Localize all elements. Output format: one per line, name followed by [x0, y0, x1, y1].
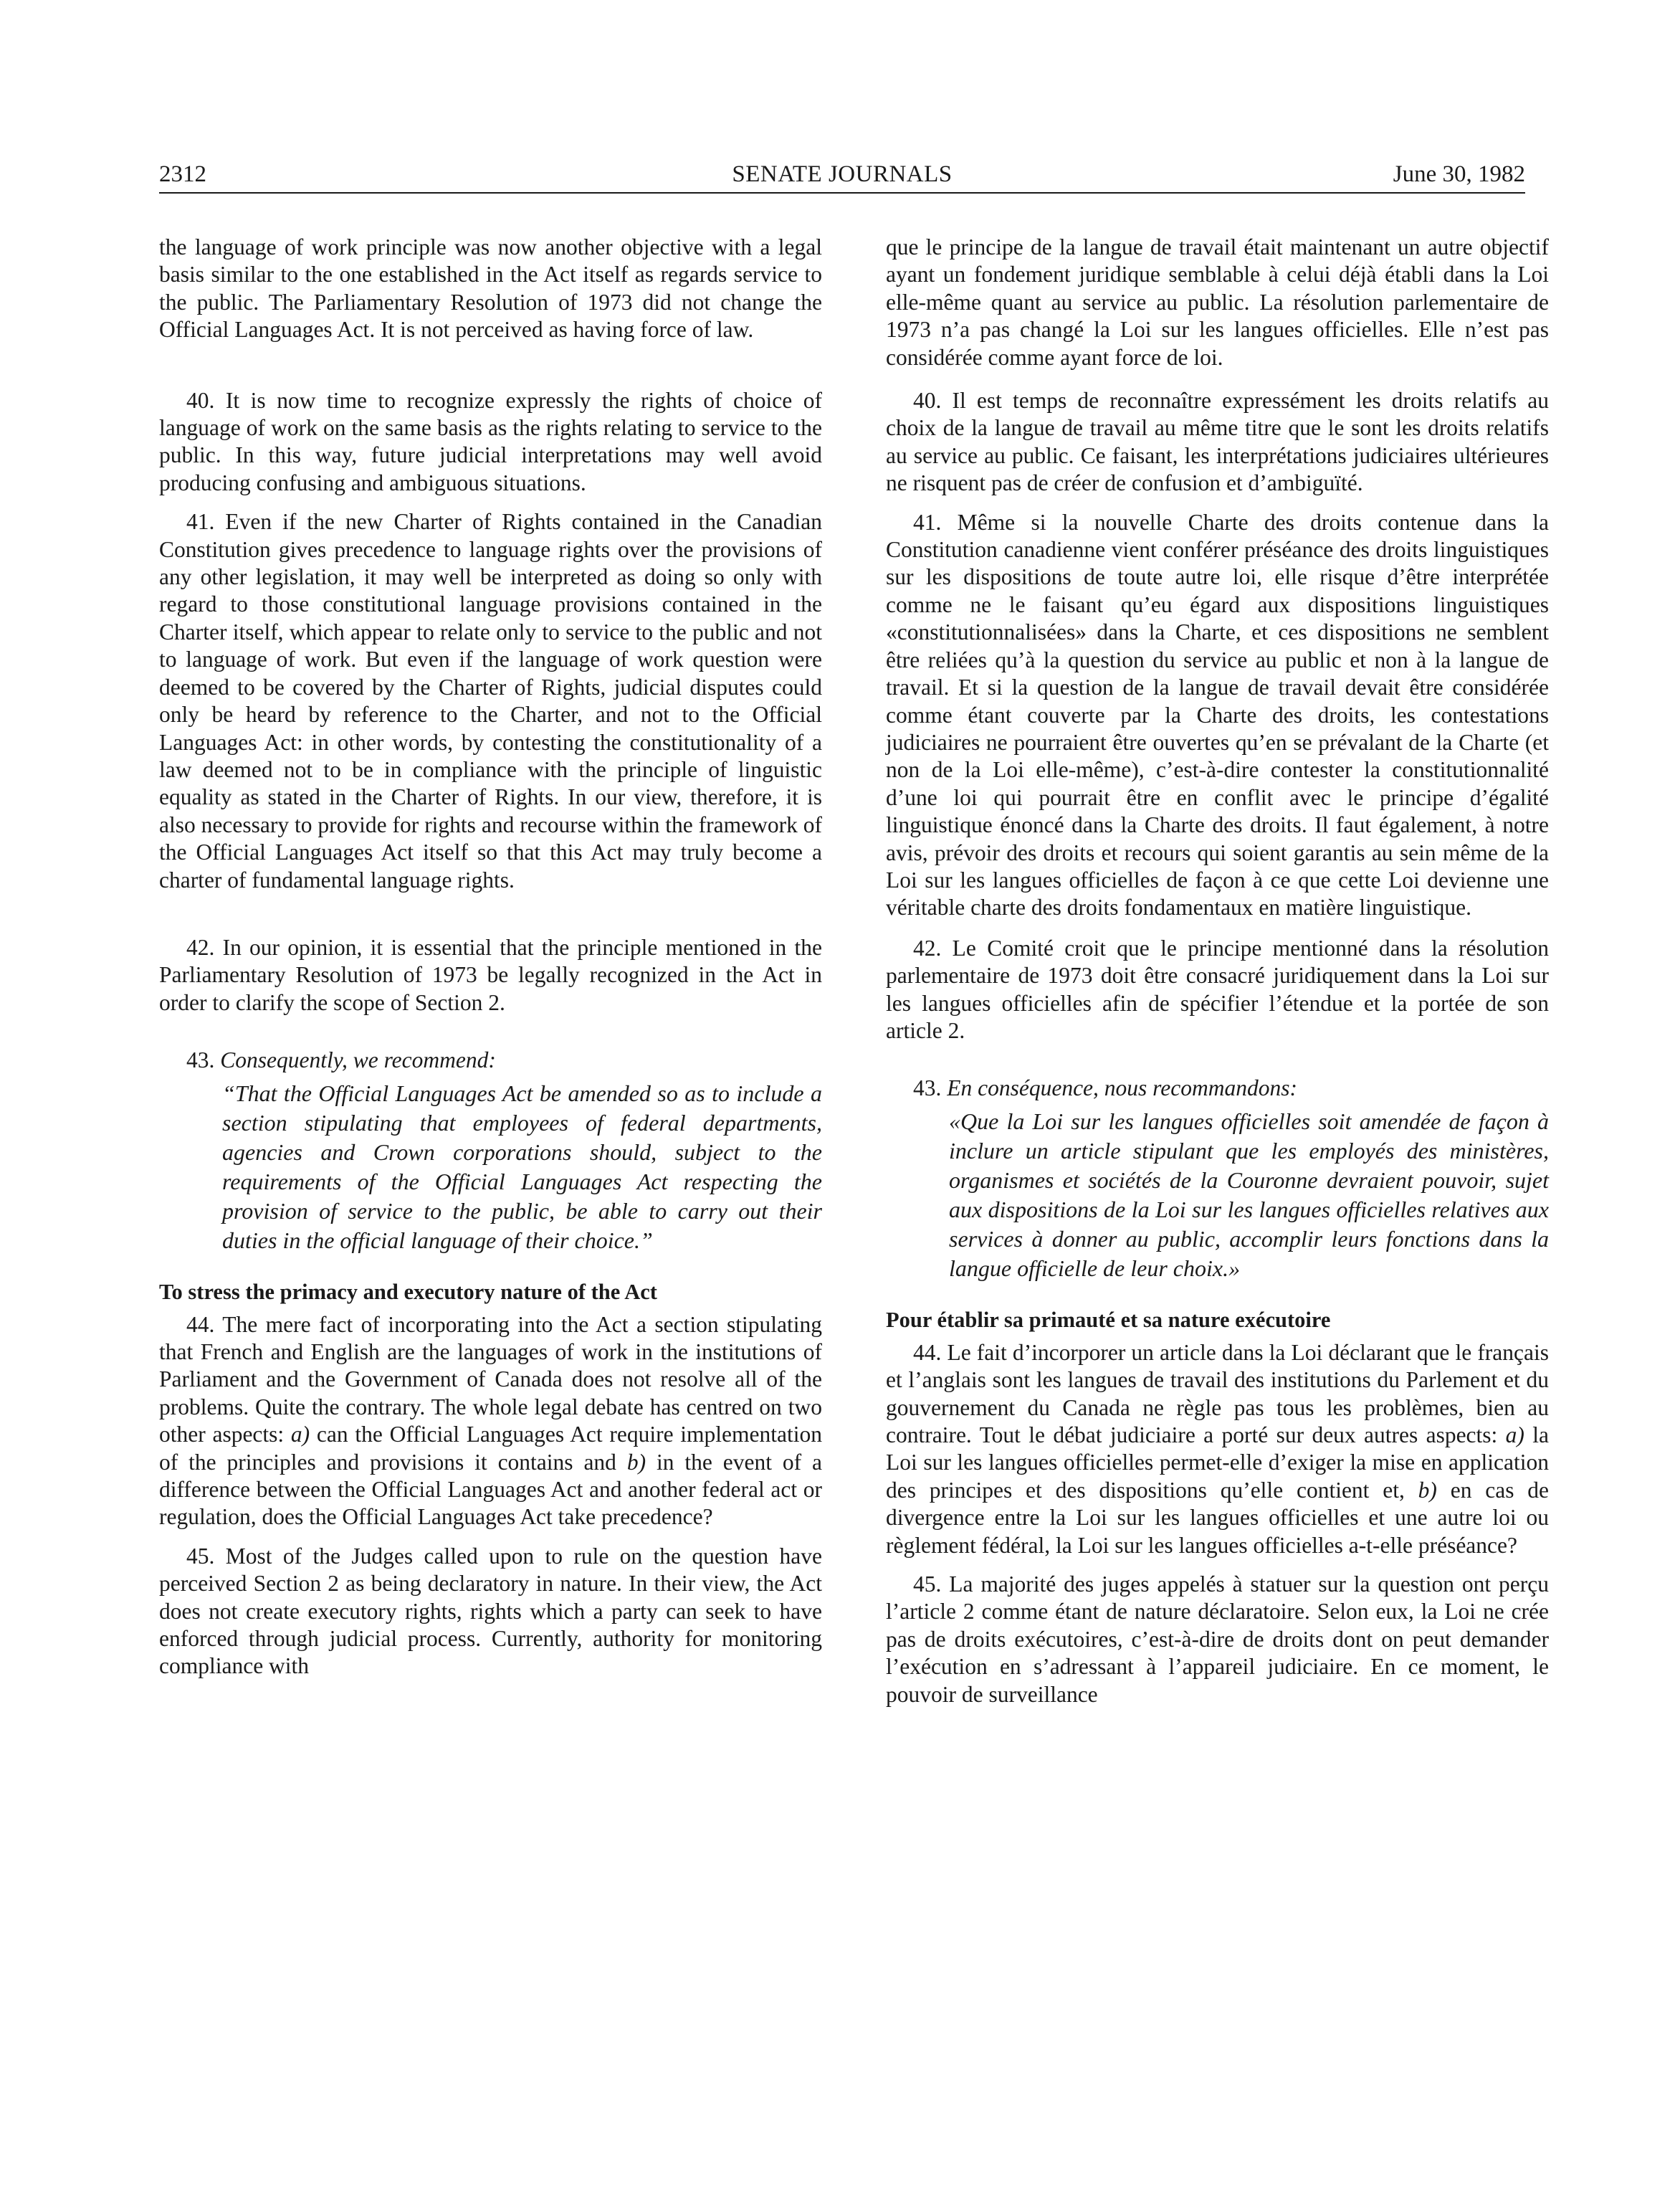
journal-title: SENATE JOURNALS — [732, 161, 953, 187]
paragraph-44-item-b: b) — [1418, 1477, 1437, 1503]
paragraph-44-part-a: 44. The mere fact of incorporating into the Act a section stipulating that French and English are the languages of work in the institutions of Parliament and the Government of Canada does not resolve all of the problems. Quite the contrary. The whole legal debate has centred on two other aspects: — [159, 1311, 822, 1447]
page-number: 2312 — [159, 161, 206, 187]
paragraph-44 — [159, 1311, 822, 1531]
paragraph-43 — [159, 1047, 822, 1074]
paragraph-43-number: 43. — [913, 1075, 942, 1101]
english-column — [159, 234, 822, 1680]
paragraph-continued: que le principe de la langue de travail était maintenant un autre objectif ayant un fondement juridique semblable à celui déjà établi dans la Loi elle-même quant au service au public. La résolution parlementaire de 1973 n’a pas changé la Loi sur les langues officielles. Elle n’est pas considérée comme ayant force de loi. — [886, 234, 1549, 370]
paragraph-44-part-b: la Loi sur les langues officielles permet-elle d’exiger la mise en application des principes et des dispositions qu’elle contient et, — [886, 1422, 1549, 1503]
paragraph-43-number: 43. — [186, 1047, 215, 1073]
paragraph-43-text: Consequently, we recommend: — [220, 1047, 496, 1073]
paragraph-44-part-b: can the Official Languages Act require implementation of the principles and provisions it contains and — [159, 1422, 822, 1475]
paragraph-43 — [886, 1075, 1549, 1102]
paragraph-44-item-a: a) — [1505, 1422, 1524, 1447]
recommendation-quote: “That the Official Languages Act be amended so as to include a section stipulating that employees of federal departments, agencies and Crown corporations should, subject to the requirements of the Official Languages Act respecting the provision of service to the public, be able to carry out their duties in the official language of their choice.” — [222, 1080, 822, 1253]
paragraph-44-part-c: en cas de divergence entre la Loi sur les langues officielles et une autre loi ou règlement fédéral, la Loi sur les langues officielles a-t-elle préséance? — [886, 1477, 1549, 1558]
recommendation-quote: «Que la Loi sur les langues officielles soit amendée de façon à inclure un article stipulant que les employés des ministères, organismes et sociétés de la Couronne devraient pouvoir, sujet aux dispositions de la Loi sur les langues officielles relatives aux services à donner au public, accomplir leurs fonctions dans la langue officielle de leur choix.» — [949, 1108, 1549, 1281]
paragraph-44-item-b: b) — [626, 1449, 646, 1475]
paragraph-45: 45. La majorité des juges appelés à statuer sur la question ont perçu l’article 2 comme étant de nature déclaratoire. Selon eux, la Loi ne crée pas de droits exécutoires, c’est-à-dire de droits dont on peut demander l’exécution en s’adressant à l’appareil judiciaire. En ce moment, le pouvoir de surveillance — [886, 1571, 1549, 1707]
section-heading: Pour établir sa primauté et sa nature exécutoire — [886, 1307, 1331, 1332]
paragraph-42: 42. Le Comité croit que le principe mentionné dans la résolution parlementaire de 1973 doit être consacré juridiquement dans la Loi sur les langues officielles afin de spécifier l’étendue et la portée de son article 2. — [886, 935, 1549, 1043]
paragraph-44-item-a: a) — [290, 1422, 310, 1447]
paragraph-44-part-a: 44. Le fait d’incorporer un article dans la Loi déclarant que le français et l’anglais sont les langues de travail des institutions du Parlement et du gouvernement du Canada ne règle pas tous les problèmes, bien au contraire. Tout le débat judiciaire a porté sur deux autres aspects: — [886, 1339, 1549, 1447]
journal-date: June 30, 1982 — [1393, 161, 1525, 187]
paragraph-continued: the language of work principle was now another objective with a legal basis similar to the one established in the Act itself as regards service to the public. The Parliamentary Resolution of 1973 did not change the Official Languages Act. It is not perceived as having force of law. — [159, 234, 822, 343]
paragraph-44 — [886, 1339, 1549, 1559]
paragraph-44-part-c: in the event of a difference between the Official Languages Act and another federal act or regulation, does the Official Languages Act take precedence? — [159, 1449, 823, 1530]
paragraph-45: 45. Most of the Judges called upon to rule on the question have perceived Section 2 as being declaratory in nature. In their view, the Act does not create executory rights, rights which a party can seek to have enforced through judicial process. Currently, authority for monitoring compliance with — [159, 1543, 822, 1679]
paragraph-40: 40. It is now time to recognize expressly the rights of choice of language of work on the same basis as the rights relating to service to the public. In this way, future judicial interpretations may well avoid producing confusing and ambiguous situations. — [159, 387, 822, 495]
french-column — [886, 234, 1549, 1708]
section-heading: To stress the primacy and executory nature of the Act — [159, 1279, 657, 1304]
page-header — [159, 159, 1525, 194]
paragraph-42: 42. In our opinion, it is essential that the principle mentioned in the Parliamentary Resolution of 1973 be legally recognized in the Act in order to clarify the scope of Section 2. — [159, 934, 822, 1015]
paragraph-43-text: En conséquence, nous recommandons: — [947, 1075, 1297, 1101]
paragraph-41: 41. Even if the new Charter of Rights contained in the Canadian Constitution gives precedence to language rights over the provisions of any other legislation, it may well be interpreted as doing so only with regard to those constitutional language provisions contained in the Charter itself, which appear to relate only to service to the public and not to language of work. But even if the language of work question were deemed to be covered by the Charter of Rights, judicial disputes could only be heard by reference to the Charter, and not to the Official Languages Act: in other words, by contesting the constitutionality of a law deemed not to be in compliance with the principle of linguistic equality as stated in the Charter of Rights. In our view, therefore, it is also necessary to provide for rights and recourse within the framework of the Official Languages Act itself so that this Act may truly become a charter of fundamental language rights. — [159, 509, 822, 893]
paragraph-40: 40. Il est temps de reconnaître expressément les droits relatifs au choix de la langue de travail au même titre que le sont les droits relatifs au service au public. Ce faisant, les interprétations judiciaires ultérieures ne risquent pas de créer de confusion et d’ambiguïté. — [886, 388, 1549, 496]
paragraph-41: 41. Même si la nouvelle Charte des droits contenue dans la Constitution canadienne vient conférer préséance des droits linguistiques sur les dispositions de toute autre loi, elle risque d’être interprétée comme ne le faisant qu’eu égard aux dispositions linguistiques «constitutionnalisées» dans la Charte, et ces dispositions ne semblent être reliées qu’à la question du service au public et non à la langue de travail. Et si la question de la langue de travail devait être considérée comme étant couverte par la Charte des droits, les contestations judiciaires ne pourraient être ouvertes qu’en se prévalant de la Charte (et non de la Loi elle-même), c’est-à-dire contester la constitutionnalité d’une loi qui pourrait être en conflit avec le principe d’égalité linguistique énoncé dans la Charte des droits. Il faut également, à notre avis, prévoir des droits et recours qui soient garantis au sein même de la Loi sur les langues officielles de façon à ce que cette Loi devienne une véritable charte des droits fondamentaux en matière linguistique. — [886, 509, 1549, 921]
